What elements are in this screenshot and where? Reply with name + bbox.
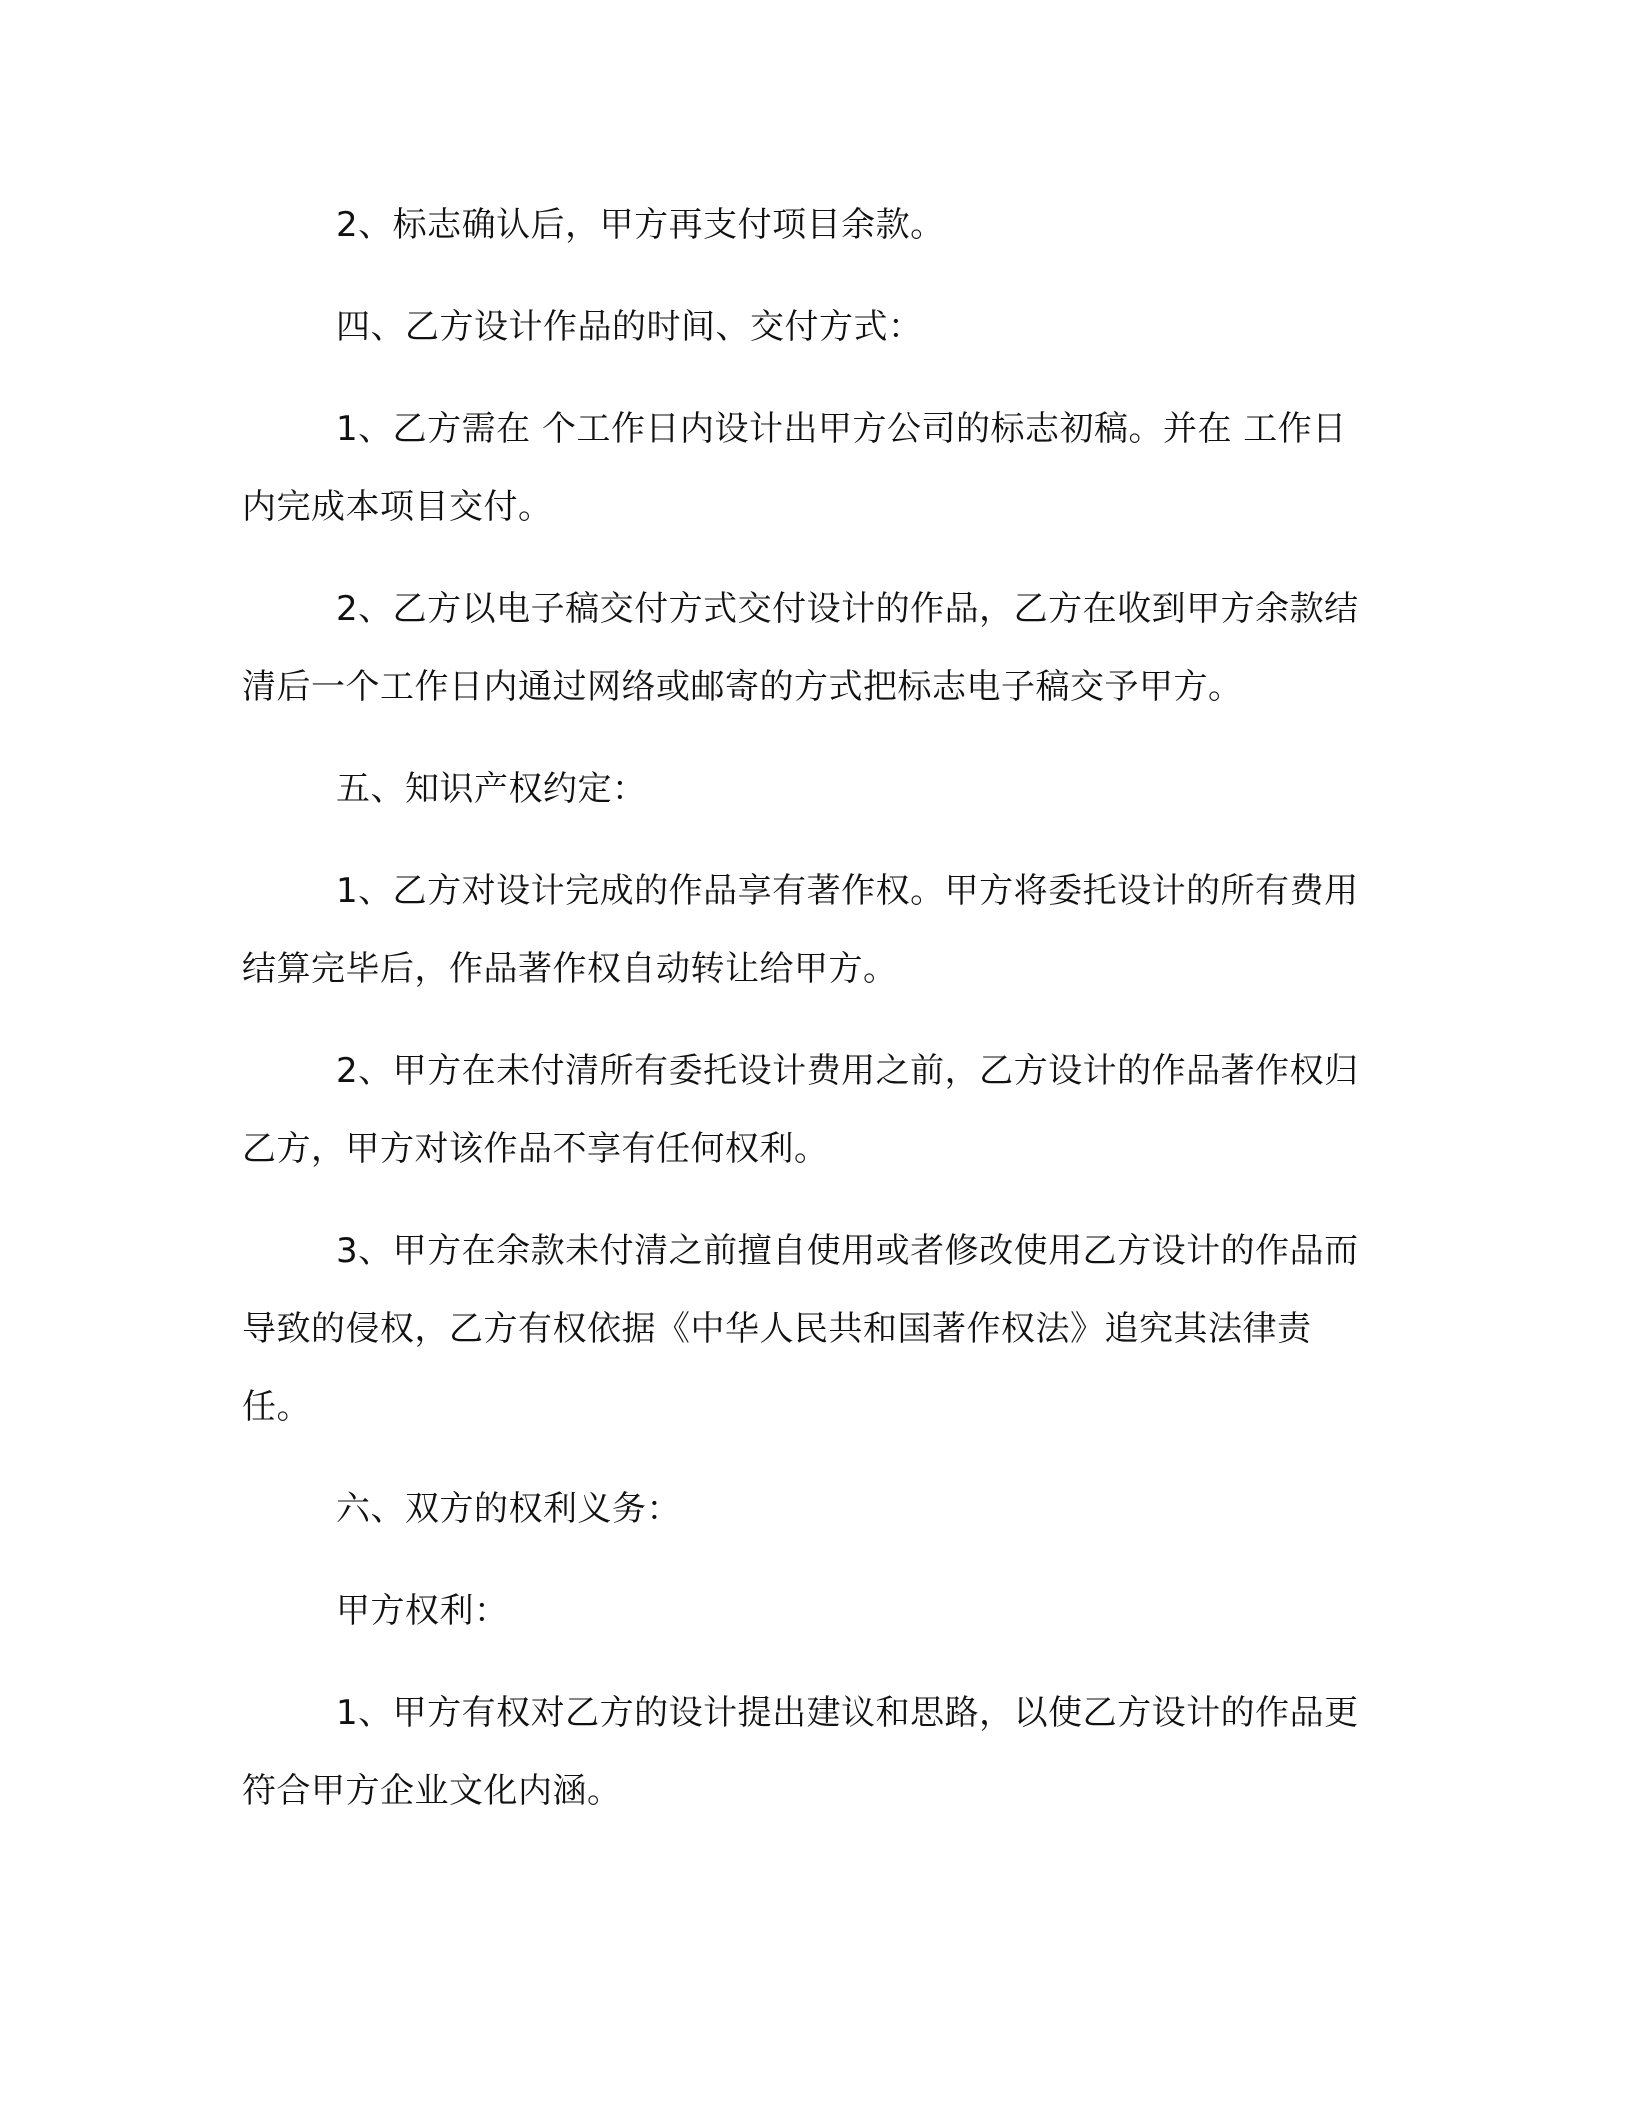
section-heading: 四、乙方设计作品的时间、交付方式： — [336, 307, 923, 347]
paragraph: 2、甲方在未付清所有委托设计费用之前，乙方设计的作品著作权归乙方，甲方对该作品不享有任何权利。 — [242, 1051, 1359, 1169]
section-heading: 六、双方的权利义务： — [336, 1489, 681, 1529]
paragraph: 1、甲方有权对乙方的设计提出建议和思路，以使乙方设计的作品更符合甲方企业文化内涵。 — [242, 1693, 1359, 1811]
subsection-heading: 甲方权利： — [336, 1591, 509, 1631]
paragraph: 1、乙方需在 个工作日内设计出甲方公司的标志初稿。并在 工作日内完成本项目交付。 — [242, 409, 1347, 527]
paragraph: 2、乙方以电子稿交付方式交付设计的作品，乙方在收到甲方余款结清后一个工作日内通过网络或邮寄的方式把标志电子稿交予甲方。 — [242, 589, 1359, 707]
document-body — [242, 186, 1372, 1854]
paragraph: 1、乙方对设计完成的作品享有著作权。甲方将委托设计的所有费用结算完毕后，作品著作权自动转让给甲方。 — [242, 871, 1359, 989]
section-heading: 五、知识产权约定： — [336, 769, 647, 809]
paragraph: 2、标志确认后，甲方再支付项目余款。 — [336, 205, 945, 245]
paragraph: 3、甲方在余款未付清之前擅自使用或者修改使用乙方设计的作品而导致的侵权，乙方有权依据《中华人民共和国著作权法》追究其法律责任。 — [242, 1231, 1359, 1427]
